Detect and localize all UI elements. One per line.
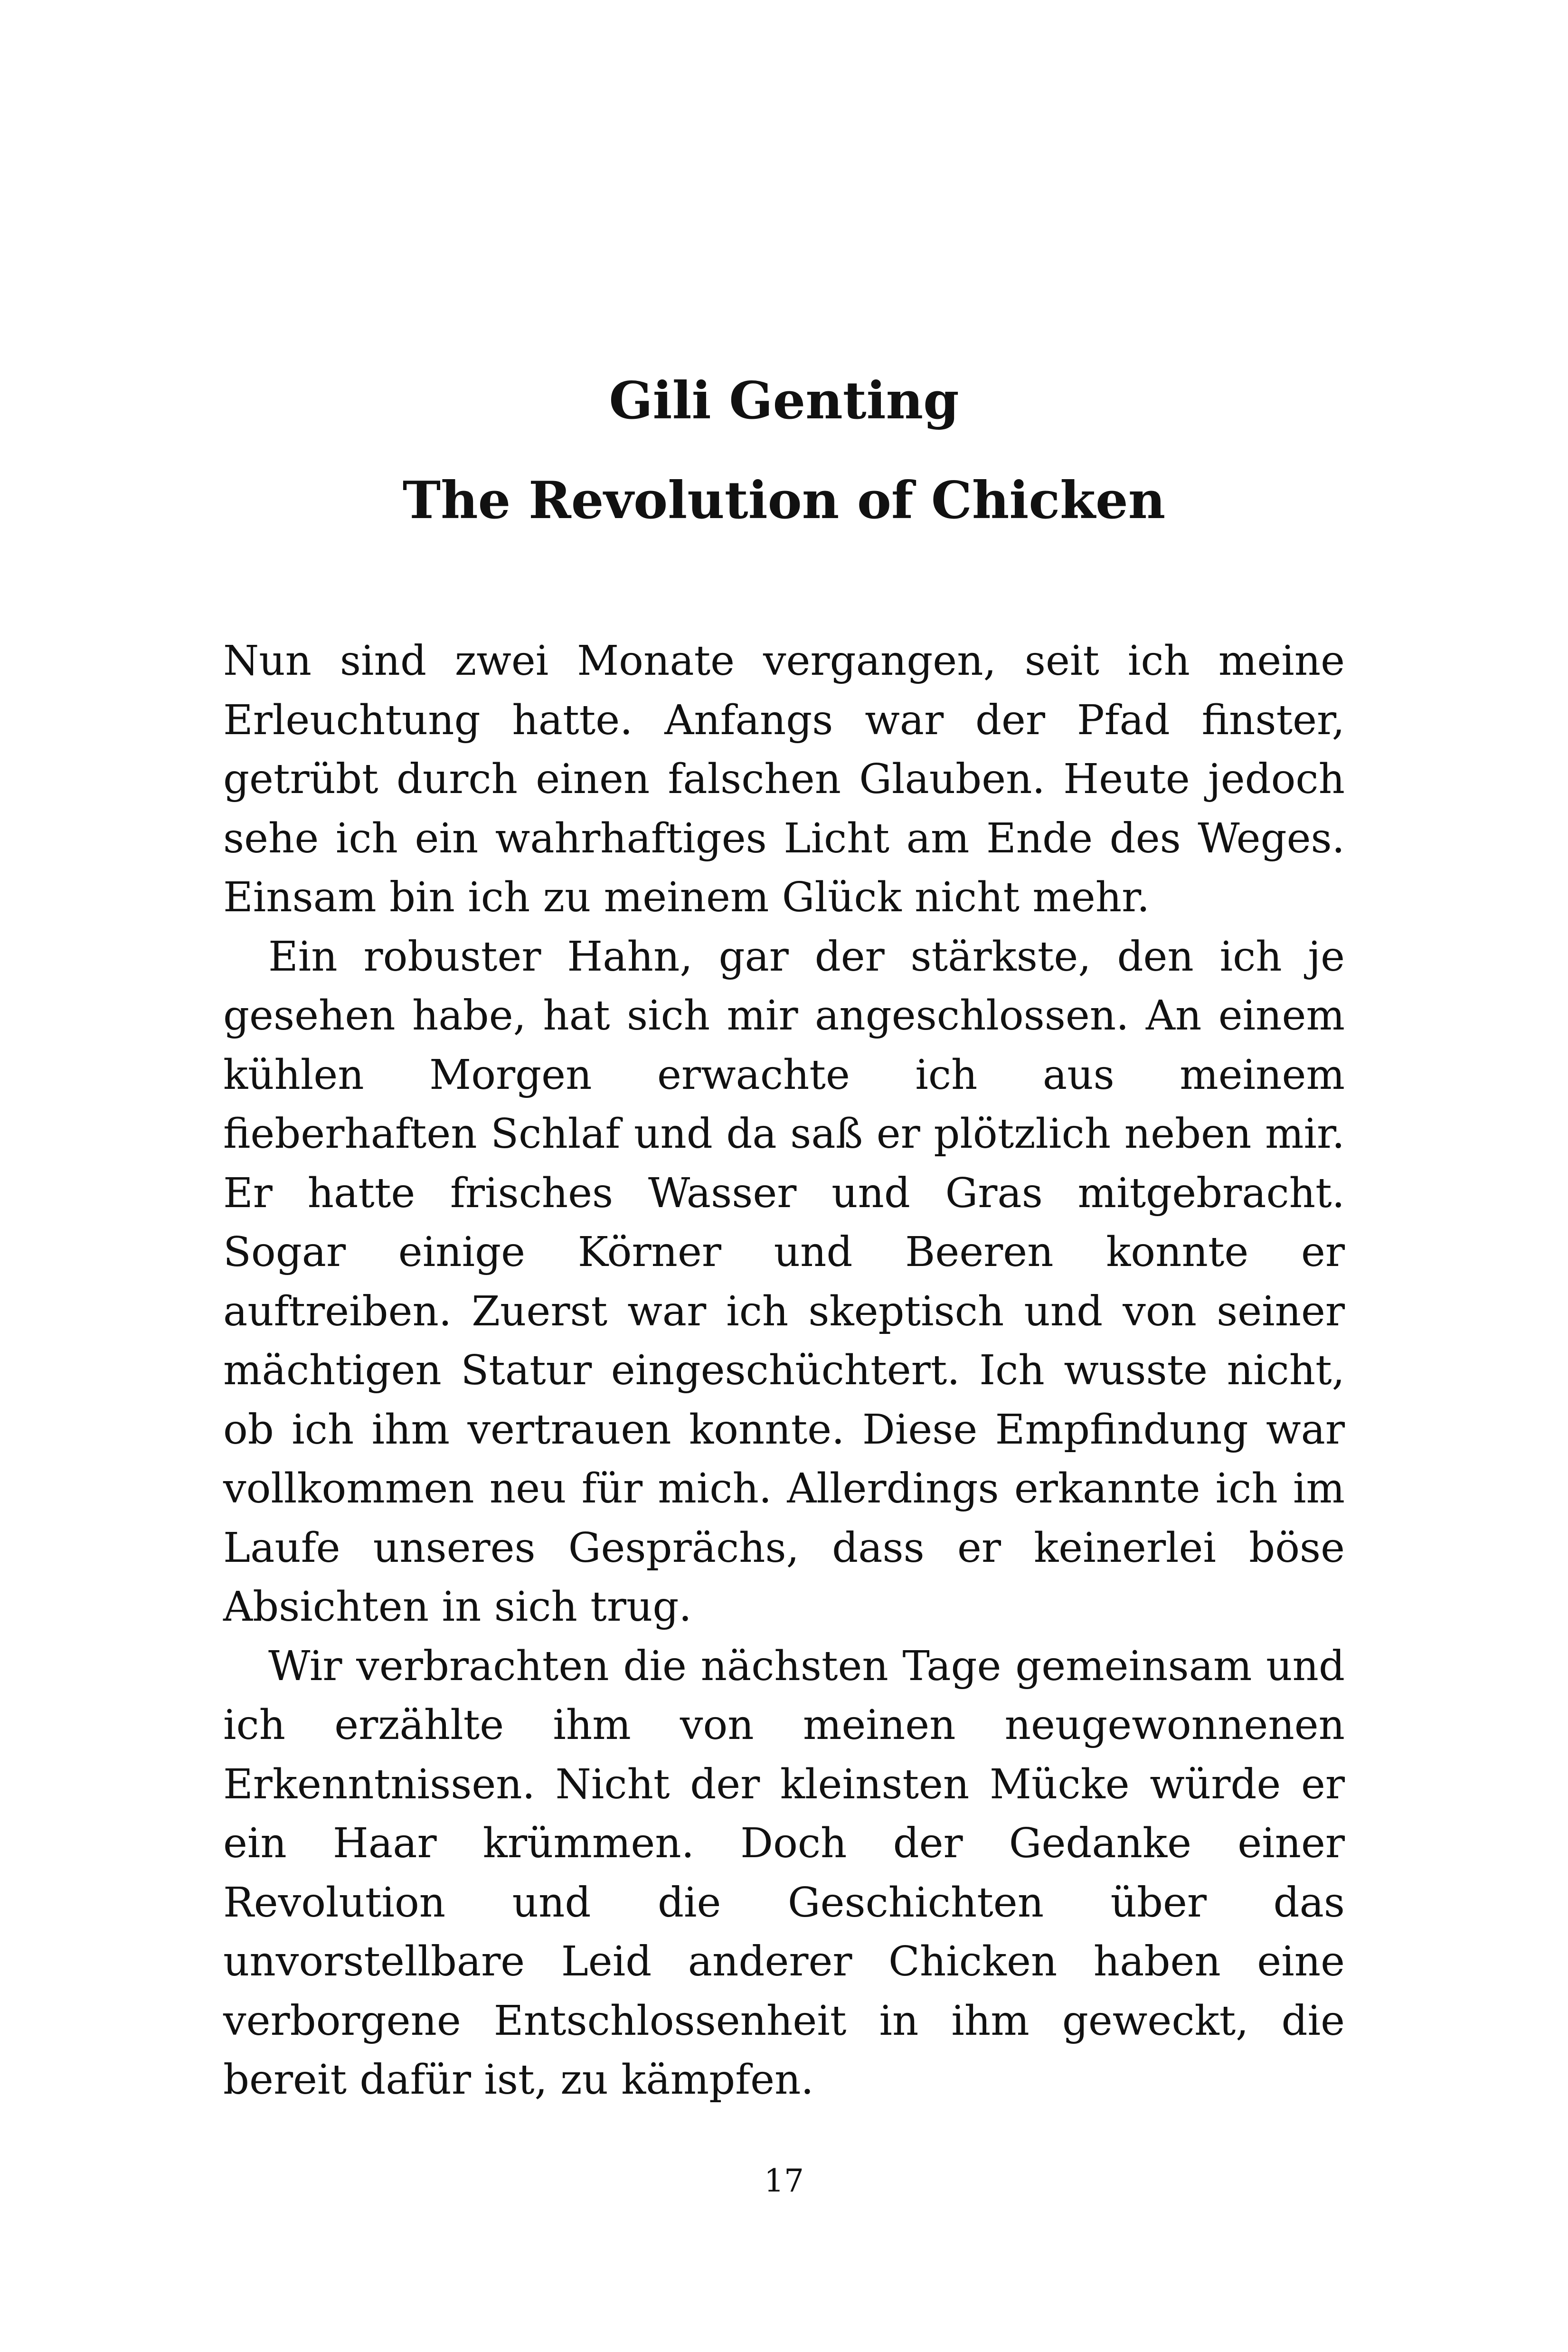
- paragraph-1: Nun sind zwei Monate vergangen, seit ich meine Erleuchtung hatte. Anfangs war der Pfad finster, getrübt durch einen falschen Glauben. Heute jedoch sehe ich ein wahrhaftiges Licht am Ende des Weges. Einsam bin ich zu meinem Glück nicht mehr.: [223, 637, 1345, 921]
- chapter-author: Gili Genting: [609, 371, 959, 431]
- chapter-title: The Revolution of Chicken: [402, 471, 1166, 530]
- paragraph-2: Ein robuster Hahn, gar der stärkste, den ich je gesehen habe, hat sich mir angeschlossen. An einem kühlen Morgen erwachte ich aus meinem fieberhaften Schlaf und da saß er plötzlich neben mir. Er hatte frisches Wasser und Gras mitgebracht. Sogar einige Körner und Beeren konnte er auftreiben. Zuerst war ich skeptisch und von seiner mächtigen Statur eingeschüchtert. Ich wusste nicht, ob ich ihm vertrauen konnte. Diese Empfindung war vollkommen neu für mich. Allerdings erkannte ich im Laufe unseres Gesprächs, dass er keinerlei böse Absichten in sich trug.: [223, 933, 1345, 1631]
- page-number: 17: [764, 2163, 804, 2199]
- paragraph-3: Wir verbrachten die nächsten Tage gemeinsam und ich erzählte ihm von meinen neugewonnenen Erkenntnissen. Nicht der kleinsten Mücke würde er ein Haar krümmen. Doch der Gedanke einer Revolution und die Geschichten über das unvorstellbare Leid anderer Chicken haben eine verborgene Entschlossenheit in ihm geweckt, die bereit dafür ist, zu kämpfen.: [223, 1642, 1345, 2104]
- chapter-body: [223, 632, 1345, 2110]
